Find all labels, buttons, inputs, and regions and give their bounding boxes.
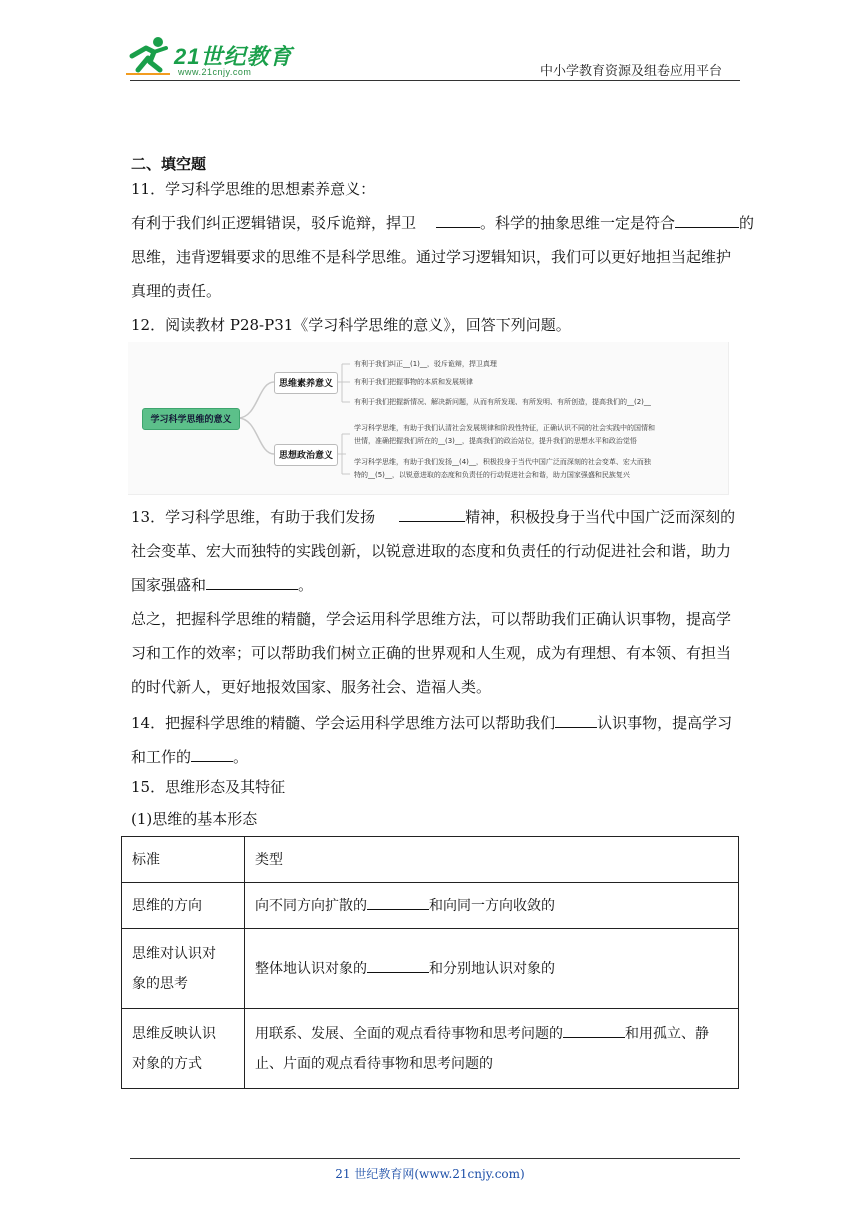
header-rule [130,80,740,81]
mindmap-b1-item-3: 有利于我们把握新情况、解决新问题，从而有所发现、有所发明、有所创造，提高我们的__(2)__ [354,398,651,406]
footer-rule [130,1158,740,1159]
cell-text: 止、片面的观点看待事物和思考问题的 [255,1055,493,1072]
q14-line2 [131,740,248,774]
table-cell-reflection-type [245,1009,739,1089]
q11-blank-1[interactable] [436,209,480,228]
q13-text-a: 13．学习科学思维，有助于我们发扬 [131,508,376,526]
q13-text-d: 。 [298,576,314,594]
q12-title: 12．阅读教材 P28-P31《学习科学思维的意义》，回答下列问题。 [131,316,571,334]
q13-text-b: 精神，积极投身于当代中国广泛而深刻的 [465,508,736,526]
q11-text-c: 的 [739,214,755,232]
mindmap-b2-item-1a: 学习科学思维，有助于我们认清社会发展规律和阶段性特征，正确认识不同的社会实践中的国情和 [354,424,655,432]
q14-blank-2[interactable] [191,743,233,762]
mindmap-b2-item-2a: 学习科学思维，有助于我们发扬__(4)__，积极投身于当代中国广泛而深刻的社会变革、宏大而独 [354,458,651,466]
cell-line [255,1019,728,1049]
table-row [122,1009,739,1089]
header-platform-text: 中小学教育资源及组卷应用平台 [540,64,723,79]
q11-text-a: 有利于我们纠正逻辑错误，驳斥诡辩，捍卫 [131,214,417,232]
mindmap-branch-1: 思维素养意义 [274,372,338,394]
thinking-forms-table [121,836,739,1089]
table-row [122,883,739,929]
table-cell-object-type [245,929,739,1009]
q14-text-a: 14．把握科学思维的精髓、学会运用科学思维方法可以帮助我们 [131,714,556,732]
table-blank-1[interactable] [367,891,429,910]
q11-text-b: 。科学的抽象思维一定是符合 [480,214,676,232]
summary-line2: 习和工作的效率；可以帮助我们树立正确的世界观和人生观，成为有理想、有本领、有担当 [131,644,732,662]
q13-line2: 社会变革、宏大而独特的实践创新，以锐意进取的态度和负责任的行动促进社会和谐，助力 [131,542,732,560]
cell-text: 整体地认识对象的 [255,960,367,977]
q11-title: 11．学习科学思维的思想素养意义： [131,180,376,198]
cell-text: 思维反映认识 [132,1025,216,1042]
mindmap-branch-2: 思想政治意义 [274,444,338,466]
table-row [122,929,739,1009]
logo-url: www.21cnjy.com [178,67,252,77]
table-header-standard: 标准 [122,837,245,883]
q13-blank-2[interactable] [206,571,298,590]
q11-line1 [131,206,754,240]
footer-text: 21 世纪教育网(www.21cnjy.com) [335,1167,525,1181]
summary-line3: 的时代新人，更好地报效国家、服务社会、造福人类。 [131,678,492,696]
cell-text: 思维对认识对 [132,945,216,962]
cell-text: 象的思考 [132,975,188,992]
cell-text: 和用孤立、静 [625,1025,709,1042]
q11-blank-2[interactable] [675,209,739,228]
table-cell-reflection-way [122,1009,245,1089]
mindmap-b1-item-1: 有利于我们纠正__(1)__，驳斥诡辩，捍卫真理 [354,360,497,368]
q15-subtitle: (1)思维的基本形态 [131,810,258,828]
cell-text: 对象的方式 [132,1055,202,1072]
runner-logo-icon [124,34,172,78]
cell-text: 用联系、发展、全面的观点看待事物和思考问题的 [255,1025,563,1042]
q14-text-d: 。 [233,748,249,766]
q14-line1 [131,706,732,740]
section-title: 二、填空题 [131,155,207,173]
q13-line3 [131,568,313,602]
mindmap-b2-item-1b: 世情，准确把握我们所在的__(3)__，提高我们的政治站位，提升我们的思想水平和政治觉悟 [354,437,637,445]
mindmap-b1-item-2: 有利于我们把握事物的本质和发展规律 [354,378,473,386]
q14-text-b: 认识事物，提高学习 [597,714,733,732]
q13-blank-1[interactable] [399,503,465,522]
cell-text: 和向同一方向收敛的 [429,897,555,914]
mindmap-b2-item-2b: 特的__(5)__，以锐意进取的态度和负责任的行动促进社会和谐，助力国家强盛和民族复兴 [354,471,630,479]
table-blank-2[interactable] [367,954,429,973]
cell-text: 向不同方向扩散的 [255,897,367,914]
q13-text-c: 国家强盛和 [131,576,207,594]
table-header-type: 类型 [245,837,739,883]
table-blank-3[interactable] [563,1019,625,1038]
q15-title: 15．思维形态及其特征 [131,778,286,796]
table-cell-direction: 思维的方向 [122,883,245,929]
table-header-row [122,837,739,883]
table-cell-object-thinking [122,929,245,1009]
logo-text: 21世纪教育 [174,44,293,69]
q14-blank-1[interactable] [555,709,597,728]
site-logo [124,34,294,80]
q11-line2: 思维，违背逻辑要求的思维不是科学思维。通过学习逻辑知识，我们可以更好地担当起维护 [131,248,732,266]
mindmap-root: 学习科学思维的意义 [142,408,240,430]
mindmap-figure [128,342,729,495]
table-cell-direction-type [245,883,739,929]
q13-line1 [131,500,735,534]
q14-text-c: 和工作的 [131,748,192,766]
cell-text: 和分别地认识对象的 [429,960,555,977]
q11-line3: 真理的责任。 [131,282,222,300]
summary-line1: 总之，把握科学思维的精髓，学会运用科学思维方法，可以帮助我们正确认识事物，提高学 [131,610,732,628]
